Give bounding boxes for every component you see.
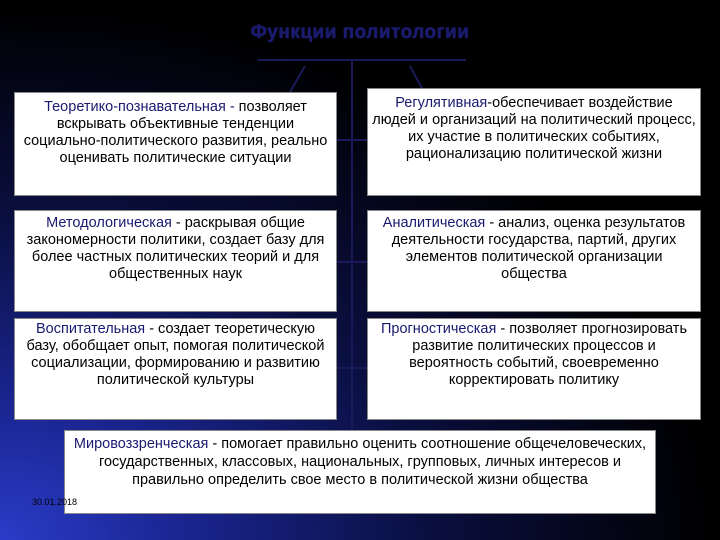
box-analytical-head: Аналитическая <box>382 215 486 231</box>
diagram-title: Функции политологии <box>250 22 470 43</box>
box-worldview-body: - помогает правильно оценить соотношение общечеловеческих, государственных, классовых, национальных, групповых, личных интересов и правильно определить свое место в политической жизни общества <box>99 436 647 488</box>
box-prognostic-body: - позволяет прогнозировать развитие политических процессов и вероятность событий, своевременно корректировать политику <box>409 321 688 388</box>
box-theoretical <box>14 92 337 196</box>
box-methodological <box>14 210 337 312</box>
box-worldview <box>64 430 656 514</box>
box-educational <box>14 318 337 420</box>
box-regulative <box>367 88 701 196</box>
box-prognostic <box>367 318 701 420</box>
box-methodological-head: Методологическая <box>46 215 172 231</box>
branch-left <box>290 66 305 92</box>
box-analytical <box>367 210 701 312</box>
box-theoretical-body: позволяет вскрывать объективные тенденции социально-политического развития, реально оценивать политические ситуации <box>23 99 328 166</box>
slide-date: 30.01.2018 <box>32 497 78 507</box>
box-regulative-body: -обеспечивает воздействие людей и организаций на политический процесс, их участие в политических событиях, рационализацию политической жизни <box>372 95 696 162</box>
box-regulative-head: Регулятивная <box>395 95 488 111</box>
box-methodological-body: - раскрывая общие закономерности политики, создает базу для более частных политических теорий и для общественных наук <box>26 215 325 282</box>
box-educational-head: Воспитательная <box>36 321 146 337</box>
box-prognostic-head: Прогностическая <box>380 321 497 337</box>
box-educational-body: - создает теоретическую базу, обобщает опыт, помогая политической социализации, формированию и развитию политической культуры <box>26 321 325 388</box>
box-theoretical-head: Теоретико-познавательная - <box>44 99 235 115</box>
box-worldview-head: Мировоззренческая <box>73 436 209 452</box>
box-analytical-body: - анализ, оценка результатов деятельности государства, партий, других элементов политической организации общества <box>391 215 686 282</box>
